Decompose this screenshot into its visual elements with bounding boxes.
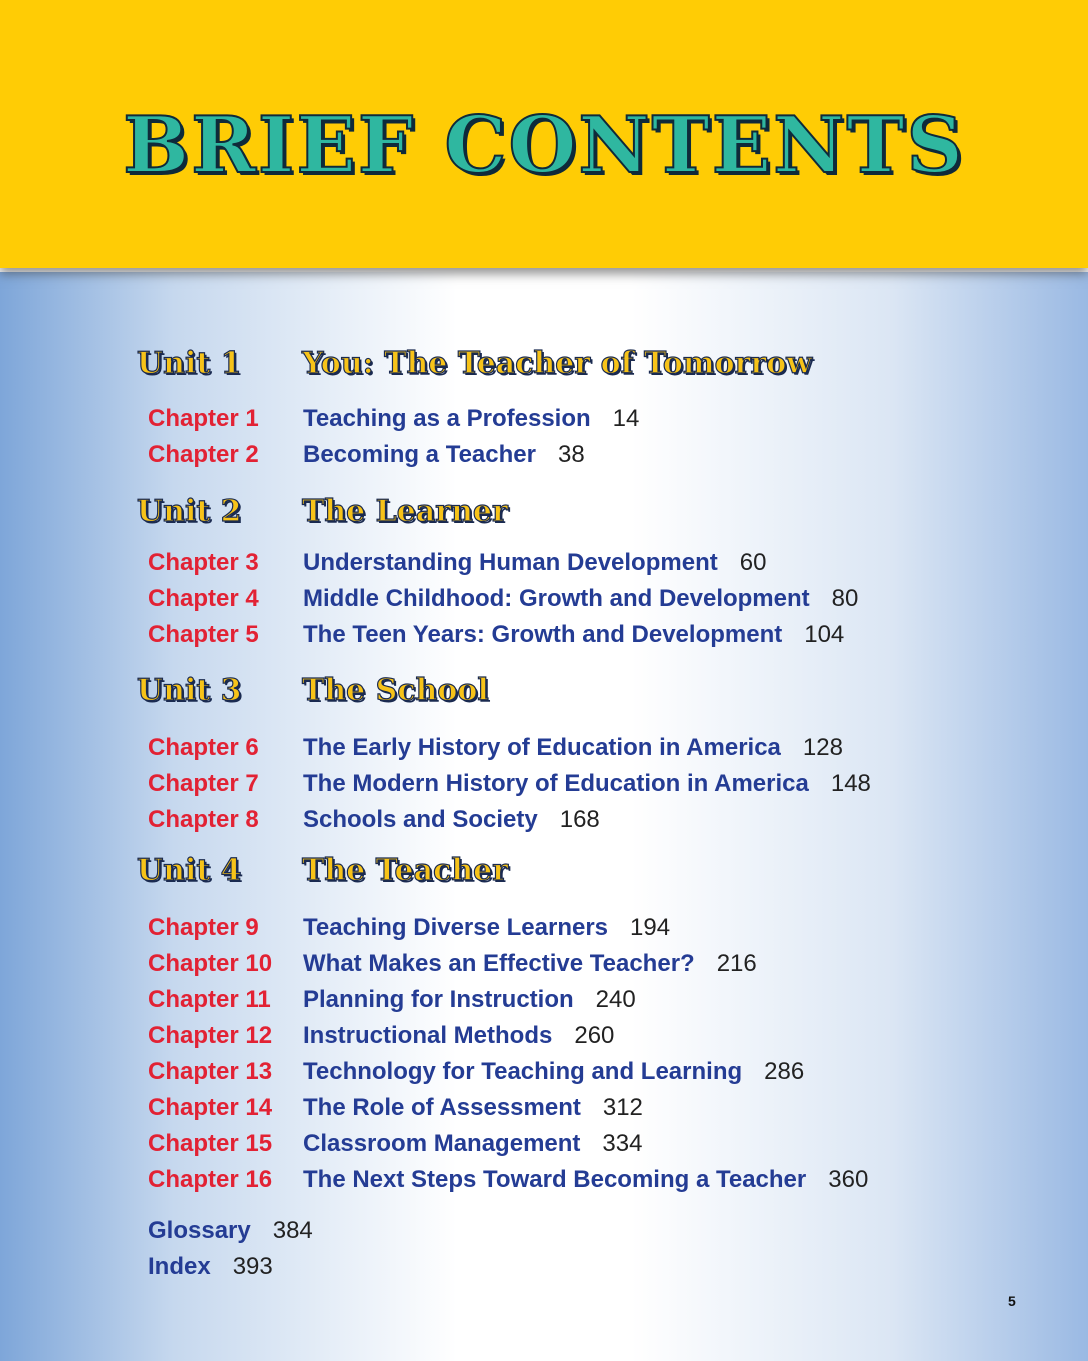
chapter-label: Chapter 16 <box>148 1166 273 1193</box>
unit-label: Unit 1 <box>137 346 242 381</box>
toc-row[interactable] <box>148 914 670 942</box>
title-banner <box>0 0 1088 268</box>
unit-heading <box>137 853 508 893</box>
chapter-label: Chapter 14 <box>148 1094 273 1121</box>
chapter-title: Instructional Methods <box>303 1022 553 1049</box>
unit-heading <box>137 494 508 534</box>
toc-row[interactable] <box>148 405 639 433</box>
chapter-title: Understanding Human Development <box>303 549 718 576</box>
unit-title: The Learner <box>302 494 508 529</box>
chapter-page: 148 <box>830 770 871 797</box>
toc-row[interactable] <box>148 441 585 469</box>
unit-title: You: The Teacher of Tomorrow <box>302 346 813 381</box>
chapter-title: Teaching Diverse Learners <box>303 914 609 941</box>
chapter-page: 216 <box>716 950 757 977</box>
back-matter-page: 393 <box>232 1253 273 1280</box>
unit-title: The School <box>302 673 489 708</box>
chapter-label: Chapter 11 <box>148 986 271 1013</box>
toc-row[interactable] <box>148 1130 642 1158</box>
toc-row[interactable] <box>148 986 636 1014</box>
back-matter-title: Index <box>148 1253 211 1280</box>
page-number: 5 <box>1008 1293 1016 1309</box>
chapter-page: 240 <box>595 986 636 1013</box>
chapter-label: Chapter 12 <box>148 1022 273 1049</box>
chapter-title: The Modern History of Education in America <box>303 770 809 797</box>
chapter-title: The Role of Assessment <box>303 1094 581 1121</box>
chapter-page: 312 <box>602 1094 643 1121</box>
unit-heading <box>137 673 489 713</box>
toc-row[interactable] <box>148 1022 614 1050</box>
chapter-title: Classroom Management <box>303 1130 581 1157</box>
chapter-label: Chapter 10 <box>148 950 273 977</box>
back-matter-page: 384 <box>272 1217 313 1244</box>
chapter-page: 60 <box>739 549 767 576</box>
unit-heading <box>137 346 812 386</box>
chapter-page: 38 <box>557 441 585 468</box>
unit-label: Unit 3 <box>137 673 242 708</box>
chapter-page: 260 <box>574 1022 615 1049</box>
chapter-label: Chapter 7 <box>148 770 259 797</box>
chapter-page: 194 <box>630 914 671 941</box>
chapter-page: 14 <box>612 405 640 432</box>
chapter-label: Chapter 4 <box>148 585 259 612</box>
chapter-title: Teaching as a Profession <box>303 405 591 432</box>
chapter-label: Chapter 8 <box>148 806 259 833</box>
chapter-label: Chapter 6 <box>148 734 259 761</box>
chapter-title: Schools and Society <box>303 806 538 833</box>
toc-row[interactable] <box>148 950 757 978</box>
chapter-page: 128 <box>802 734 843 761</box>
chapter-page: 360 <box>828 1166 869 1193</box>
toc-row[interactable] <box>148 549 766 577</box>
chapter-title: The Teen Years: Growth and Development <box>303 621 783 648</box>
chapter-page: 104 <box>804 621 845 648</box>
toc-row[interactable] <box>148 585 858 613</box>
chapter-title: What Makes an Effective Teacher? <box>303 950 695 977</box>
chapter-label: Chapter 1 <box>148 405 259 432</box>
page-title: BRIEF CONTENTS <box>123 100 965 191</box>
chapter-label: Chapter 9 <box>148 914 259 941</box>
toc-row[interactable] <box>148 806 600 834</box>
chapter-title: Technology for Teaching and Learning <box>303 1058 743 1085</box>
toc-row[interactable] <box>148 770 871 798</box>
chapter-label: Chapter 2 <box>148 441 259 468</box>
toc-row[interactable] <box>148 1166 868 1194</box>
toc-row-glossary[interactable] <box>148 1217 313 1245</box>
unit-label: Unit 4 <box>137 853 242 888</box>
chapter-page: 168 <box>559 806 600 833</box>
toc-row[interactable] <box>148 621 844 649</box>
unit-label: Unit 2 <box>137 494 242 529</box>
toc-row[interactable] <box>148 1058 804 1086</box>
chapter-label: Chapter 3 <box>148 549 259 576</box>
chapter-page: 80 <box>831 585 859 612</box>
chapter-title: Planning for Instruction <box>303 986 574 1013</box>
chapter-title: The Next Steps Toward Becoming a Teacher <box>303 1166 807 1193</box>
unit-title: The Teacher <box>302 853 509 888</box>
chapter-title: Middle Childhood: Growth and Development <box>303 585 810 612</box>
chapter-title: Becoming a Teacher <box>303 441 536 468</box>
chapter-page: 286 <box>764 1058 805 1085</box>
back-matter-title: Glossary <box>148 1217 251 1244</box>
toc-row[interactable] <box>148 1094 643 1122</box>
toc-row-index[interactable] <box>148 1253 273 1281</box>
chapter-label: Chapter 5 <box>148 621 259 648</box>
chapter-label: Chapter 13 <box>148 1058 273 1085</box>
chapter-label: Chapter 15 <box>148 1130 273 1157</box>
toc-row[interactable] <box>148 734 843 762</box>
chapter-page: 334 <box>602 1130 643 1157</box>
chapter-title: The Early History of Education in America <box>303 734 781 761</box>
